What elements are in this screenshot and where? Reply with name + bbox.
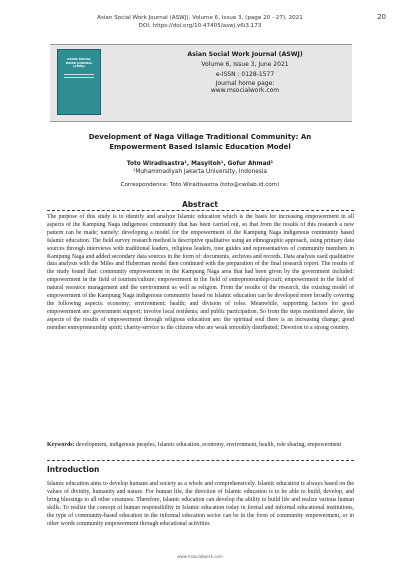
introduction-heading: Introduction bbox=[47, 465, 100, 474]
citation-line: Asian Social Work Journal (ASWJ), Volume 6, Issue 3, (page 20 - 27), 2021 bbox=[97, 15, 303, 21]
running-header bbox=[0, 14, 400, 30]
abstract-top-rule bbox=[47, 210, 354, 211]
abstract-bottom-rule bbox=[47, 460, 354, 461]
doi-line: DOI: https://doi.org/10.47405/aswj.v6i3.173 bbox=[138, 23, 262, 29]
footer-site[interactable]: www.msocialwork.com bbox=[177, 554, 223, 559]
journal-name: Asian Social Work Journal (ASWJ) bbox=[187, 51, 303, 58]
paper-title: Development of Naga Village Traditional Community: An Empowerment Based Islamic Education Model bbox=[88, 133, 312, 151]
correspondence: Correspondence: Toto Wiradisastra (toto@cwilab.id.com) bbox=[120, 182, 280, 188]
author-block bbox=[0, 160, 400, 176]
abstract-text: The purpose of this study is to identify and analyze Islamic education which is the basis for increasing empowerment in all aspects of the Kampung Naga indigenous community that has been carried out, so that from the results of this research a new pattern can be made; namely: developing a model for the empowerment of the Kampung Naga indigenous community based Islamic education. The field survey research method is descriptive qualitative using an ethnographic approach, using primary data sources through interviews with traditional leaders, religious leaders, tour guides and representatives of community members in Kampung Naga and added secondary data sources in the form of: documents, archives and records. Data analysis used qualitative data analysis with the Miles and Huberman model then continued with the preparation of the final research report. The results of the study found that: community empowerment in the Kampung Naga area that had been given by the government included: empowerment in the field of tourism/culture; empowerment in the field of entrepreneurship/craft; empowerment in the field of natural resource management and the environment as well as religion. From the results of the research, the existing model of empowerment of the Kampung Naga indigenous community based on Islamic education can be developed more broadly covering the following aspects: economy; environment; health; and division of roles. Meanwhile, supporting factors for good empowerment are: government support; involve local residents; and public participation. So from the steps mentioned above, the aspects of the results of empowerment through religious education are: the spiritual soul there is an increasing change; good member entrepreneurship spirit; charity-service to the citizens who are weak smoothly distributed; Devotion to a strong country. bbox=[47, 214, 354, 331]
keywords-block bbox=[47, 442, 354, 450]
introduction-text: Islamic education aims to develop humans and society as a whole and comprehensively. Islamic education is always based on the values of divinity, humanity and nature. For human life, the direction of Islamic education is to be able to build, develop, and bring blessings to all other creatures. Therefore, Islamic education can develop the ability to build life and realize various human skills. To realize the concept of human responsibility in Islamic education today in formal and informal educational institutions, the type of community-based education in the informal education sector can be in the form of community empowerment, or in other words community empowerment through educational activities bbox=[47, 481, 354, 527]
cover-decoration bbox=[64, 74, 94, 75]
keywords-text: development, indigenous peoples, Islamic education, economy, environment, health, role sharing, empowerment bbox=[75, 442, 342, 448]
journal-homepage-label: Journal home page: bbox=[215, 80, 275, 87]
page-number: 20 bbox=[377, 13, 386, 21]
cover-title: ASIAN SOCIAL WORK JOURNAL (ASWJ) bbox=[65, 57, 93, 69]
journal-homepage-link[interactable]: www.msocialwork.com bbox=[210, 87, 280, 94]
author-names: Toto Wiradisastra¹, Masyitoh¹, Gofur Ahmad¹ bbox=[126, 161, 274, 167]
journal-cover-image bbox=[57, 49, 101, 115]
journal-details bbox=[150, 50, 340, 94]
journal-issn: e-ISSN : 0128-1577 bbox=[215, 71, 275, 78]
abstract-heading: Abstract bbox=[181, 200, 218, 209]
cover-decoration bbox=[64, 77, 94, 78]
journal-volume: Volume 6, Issue 3, June 2021 bbox=[201, 61, 289, 68]
keywords-label: Keywords: bbox=[47, 442, 75, 448]
author-affiliation: ¹Muhammadiyah Jakarta University, Indonesia bbox=[133, 169, 267, 175]
